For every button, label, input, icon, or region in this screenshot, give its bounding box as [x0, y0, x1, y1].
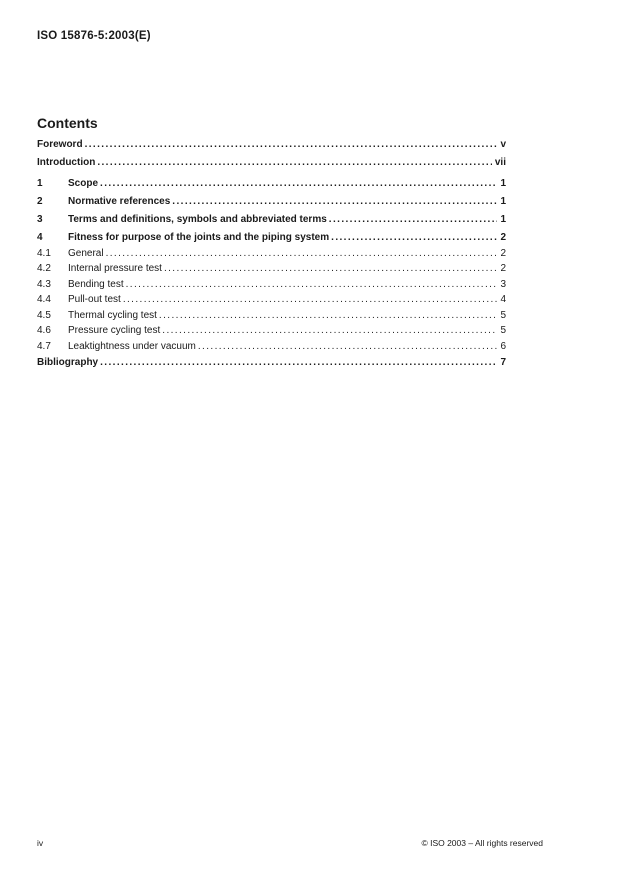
toc-entry-label: Bibliography: [37, 356, 99, 368]
toc-row: [37, 248, 506, 260]
document-footer: [37, 838, 543, 848]
toc-row: [37, 325, 506, 337]
toc-entry-label: Thermal cycling test: [68, 309, 157, 321]
toc-entry-number: 4.3: [37, 278, 51, 290]
toc-entry-number: 4.1: [37, 247, 51, 259]
toc-entry-label: Introduction: [37, 157, 96, 168]
toc-entry-label: Foreword: [37, 139, 83, 150]
toc-entry-page: v: [500, 139, 506, 150]
toc-entry-page: 1: [500, 178, 506, 189]
dotted-leader: [100, 357, 497, 369]
toc-entry-number: 2: [37, 196, 43, 207]
document-header: ISO 15876-5:2003(E): [37, 30, 151, 42]
toc-row: [37, 178, 506, 190]
toc-row: [37, 294, 506, 306]
toc-entry-label: Fitness for purpose of the joints and the piping system: [68, 232, 330, 243]
toc-row: [37, 139, 506, 151]
toc-row: [37, 196, 506, 208]
toc-entry-number: 4.4: [37, 294, 51, 305]
dotted-leader: [123, 294, 498, 306]
toc-entry-label: Normative references: [68, 196, 171, 207]
toc-entry-page: 6: [500, 340, 506, 352]
toc-rows: [37, 139, 506, 369]
dotted-leader: [172, 196, 497, 208]
toc-entry-label: Internal pressure test: [68, 263, 162, 274]
toc-entry-page: 1: [500, 196, 506, 207]
toc-entry-number: 3: [37, 214, 43, 225]
dotted-leader: [106, 248, 498, 260]
toc-entry-page: 5: [500, 309, 506, 321]
dotted-leader: [97, 157, 492, 169]
toc-entry-label: Scope: [68, 178, 99, 189]
dotted-leader: [164, 263, 498, 275]
toc-entry-number: 1: [37, 178, 43, 189]
toc-entry-page: 2: [500, 263, 506, 274]
contents-heading: Contents: [37, 115, 98, 131]
toc-entry-label: Terms and definitions, symbols and abbreviated terms: [68, 214, 327, 225]
toc-row: [37, 341, 506, 353]
toc-entry-page: 1: [500, 214, 506, 225]
toc-row: [37, 157, 506, 169]
dotted-leader: [329, 214, 498, 226]
toc-row: [37, 232, 506, 244]
toc-entry-page: 5: [500, 325, 506, 336]
toc-entry-label: Pressure cycling test: [68, 325, 161, 336]
toc-entry-page: 3: [500, 278, 506, 290]
dotted-leader: [162, 325, 497, 337]
toc-row: [37, 279, 506, 291]
toc-entry-page: 7: [500, 356, 506, 368]
dotted-leader: [126, 279, 498, 291]
toc-entry-label: Pull-out test: [68, 294, 121, 305]
toc-entry-label: Bending test: [68, 278, 124, 290]
toc-entry-number: 4: [37, 232, 43, 243]
toc-entry-number: 4.7: [37, 340, 51, 352]
toc-entry-page: 2: [500, 232, 506, 243]
toc-entry-number: 4.5: [37, 309, 51, 321]
toc-row: [37, 357, 506, 369]
dotted-leader: [198, 341, 498, 353]
dotted-leader: [159, 310, 498, 322]
toc-entry-number: 4.6: [37, 325, 51, 336]
table-of-contents: [37, 116, 506, 369]
toc-entry-page: 2: [500, 247, 506, 259]
toc-entry-number: 4.2: [37, 263, 51, 274]
toc-row: [37, 263, 506, 275]
footer-page-number: iv: [37, 838, 44, 848]
dotted-leader: [85, 139, 498, 151]
dotted-leader: [100, 178, 497, 190]
toc-row: [37, 310, 506, 322]
toc-entry-page: 4: [500, 294, 506, 305]
toc-entry-page: vii: [494, 157, 506, 168]
footer-copyright: © ISO 2003 – All rights reserved: [421, 838, 543, 848]
toc-entry-label: Leaktightness under vacuum: [68, 340, 196, 352]
toc-entry-label: General: [68, 247, 104, 259]
dotted-leader: [331, 232, 497, 244]
toc-row: [37, 214, 506, 226]
